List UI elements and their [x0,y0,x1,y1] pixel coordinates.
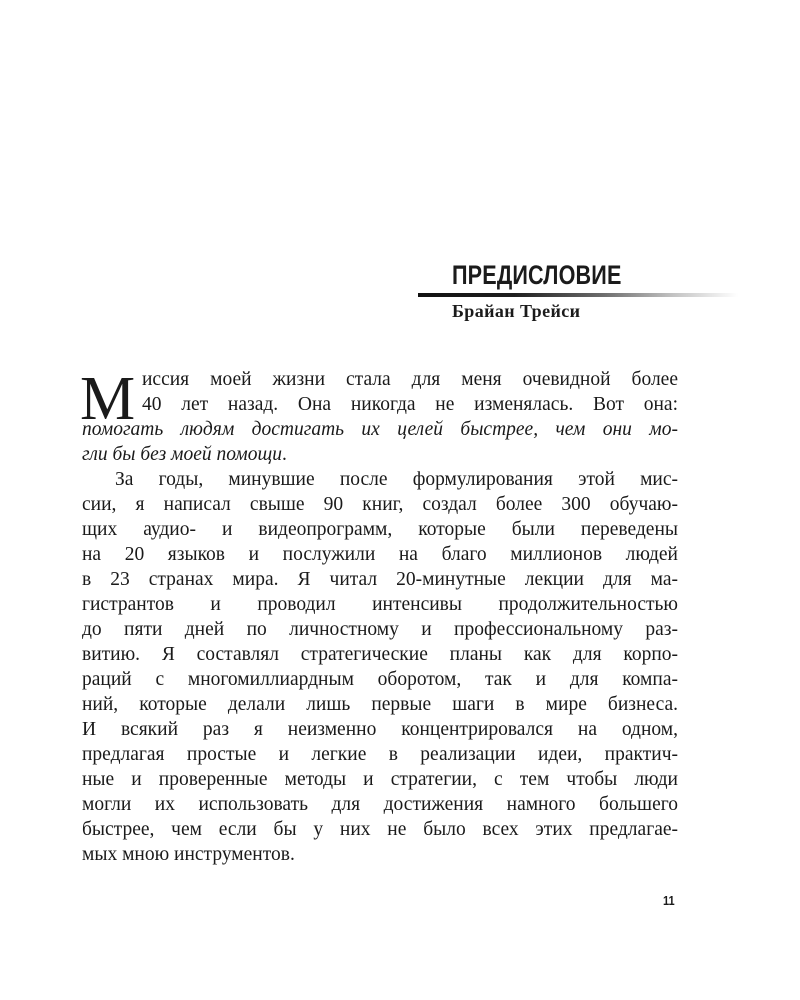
page-number: 11 [663,893,675,908]
text-line: мых мною инструментов. [82,844,295,865]
text-line: предлагая простые и легкие в реализации идеи, практич- [82,744,678,765]
text-line: И всякий раз я неизменно концентрировался на одном, [82,719,678,740]
drop-cap: М [80,365,136,433]
text-line: могли их использовать для достижения намного большего [82,794,678,815]
text-line: 40 лет назад. Она никогда не изменялась. Вот она: [142,394,678,415]
text-line: на 20 языков и послужили на благо миллионов людей [82,544,678,565]
italic-mission-text: гли бы без моей помощи [82,444,282,465]
text-line: ний, которые делали лишь первые шаги в мире бизнеса. [82,694,678,715]
italic-mission-text: помогать людям достигать их целей быстрее, чем они мо- [82,419,678,440]
text-line: гистрантов и проводил интенсивы продолжительностью [82,594,678,615]
text-line: За годы, минувшие после формулирования этой мис- [115,469,678,490]
title-underline [418,293,738,297]
text-line: раций с многомиллиардным оборотом, так и для компа- [82,669,678,690]
text-line [82,443,678,467]
text-line: иссия моей жизни стала для меня очевидной более [142,369,678,390]
text-line: быстрее, чем если бы у них не было всех этих предлагае- [82,819,678,840]
text-line: ные и проверенные методы и стратегии, с тем чтобы люди [82,769,678,790]
sentence-end: . [281,444,287,465]
text-line: до пяти дней по личностному и профессиональному раз- [82,619,678,640]
text-line: витию. Я составлял стратегические планы как для корпо- [82,644,678,665]
text-line: в 23 странах мира. Я читал 20-минутные лекции для ма- [82,569,678,590]
text-line [82,418,678,442]
chapter-title: ПРЕДИСЛОВИЕ [452,260,622,290]
chapter-author: Брайан Трейси [452,301,581,321]
text-line: сии, я написал свыше 90 книг, создал более 300 обучаю- [82,494,678,515]
text-line: щих аудио- и видеопрограмм, которые были переведены [82,519,678,540]
